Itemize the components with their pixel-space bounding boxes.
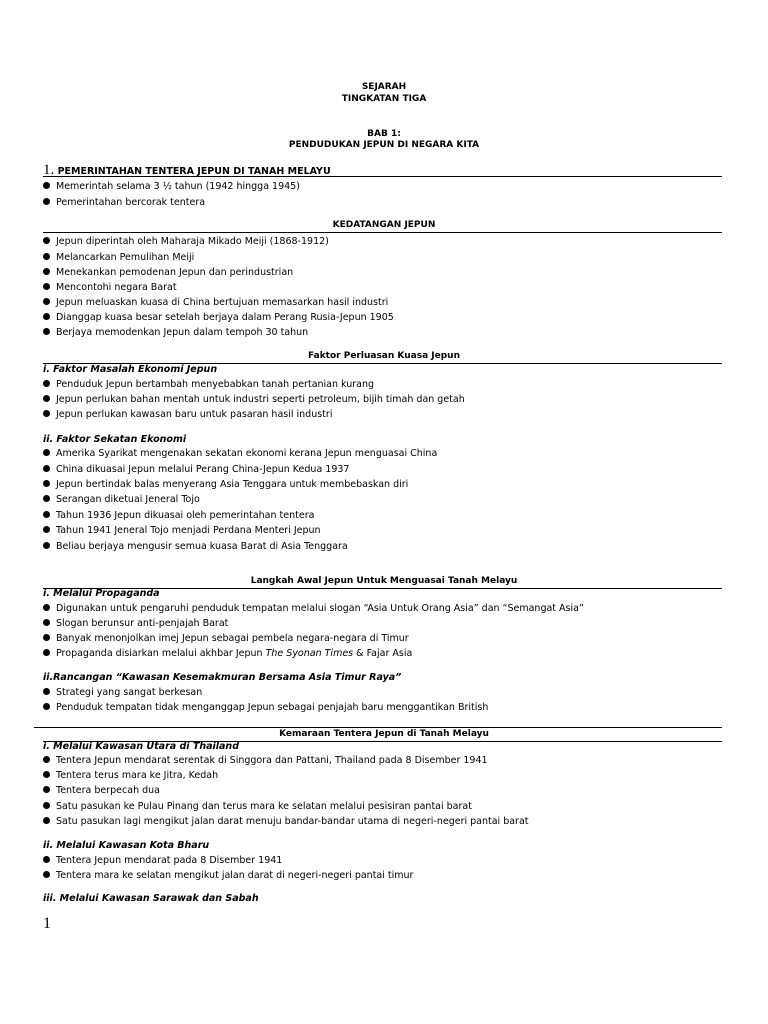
langkah-heading: Langkah Awal Jepun Untuk Menguasai Tanah Melayu (250, 576, 518, 586)
list-item: Mencontohi negara Barat (43, 282, 177, 294)
subheading: ii. Faktor Sekatan Ekonomi (43, 434, 187, 445)
list-item: Berjaya memodenkan Jepun dalam tempoh 30 tahun (43, 327, 308, 339)
bullet-icon (43, 380, 50, 387)
bullet-icon (43, 395, 50, 402)
list-item: Jepun perlukan kawasan baru untuk pasaran hasil industri (43, 409, 332, 421)
bullet-icon (43, 313, 50, 320)
bullet-icon (43, 480, 50, 487)
subheading: iii. Melalui Kawasan Sarawak dan Sabah (43, 893, 259, 904)
bullet-icon (43, 495, 50, 502)
level-title: TINGKATAN TIGA (341, 94, 427, 104)
bullet-icon (43, 756, 50, 763)
bullet-icon (43, 298, 50, 305)
list-item: Satu pasukan lagi mengikut jalan darat menuju bandar-bandar utama di negeri-negeri pantai barat (43, 816, 529, 828)
list-item: Jepun diperintah oleh Maharaja Mikado Meiji (1868-1912) (43, 236, 329, 248)
section-title: PEMERINTAHAN TENTERA JEPUN DI TANAH MELAYU (57, 166, 331, 177)
faktor-heading: Faktor Perluasan Kuasa Jepun (308, 351, 460, 361)
chapter-title: PENDUDUKAN JEPUN DI NEGARA KITA (288, 140, 480, 150)
bullet-icon (43, 802, 50, 809)
subheading: i. Faktor Masalah Ekonomi Jepun (43, 364, 218, 375)
bullet-icon (43, 328, 50, 335)
bullet-icon (43, 511, 50, 518)
page-number: 1 (43, 915, 51, 932)
bullet-icon (43, 871, 50, 878)
list-item: Serangan diketuai Jeneral Tojo (43, 494, 200, 506)
bullet-icon (43, 465, 50, 472)
list-item: Penduduk Jepun bertambah menyebabkan tanah pertanian kurang (43, 379, 374, 391)
list-item: Strategi yang sangat berkesan (43, 687, 202, 699)
divider-line (34, 727, 722, 728)
bullet-icon (43, 268, 50, 275)
bullet-icon (43, 771, 50, 778)
subheading: i. Melalui Propaganda (43, 588, 160, 599)
list-item: Tahun 1941 Jeneral Tojo menjadi Perdana Menteri Jepun (43, 525, 321, 537)
list-item: Jepun meluaskan kuasa di China bertujuan memasarkan hasil industri (43, 297, 388, 309)
bullet-icon (43, 237, 50, 244)
bullet-icon (43, 634, 50, 641)
list-item: Memerintah selama 3 ½ tahun (1942 hingga 1945) (43, 181, 300, 193)
bullet-icon (43, 283, 50, 290)
list-item: Amerika Syarikat mengenakan sekatan ekonomi kerana Jepun menguasai China (43, 448, 437, 460)
subheading: i. Melalui Kawasan Utara di Thailand (43, 741, 239, 752)
list-item: Tentera Jepun mendarat pada 8 Disember 1941 (43, 855, 282, 867)
bullet-icon (43, 542, 50, 549)
list-item: Melancarkan Pemulihan Meiji (43, 252, 194, 264)
list-item: Propaganda disiarkan melalui akhbar Jepun The Syonan Times & Fajar Asia (43, 648, 412, 660)
list-item: Jepun perlukan bahan mentah untuk industri seperti petroleum, bijih timah dan getah (43, 394, 465, 406)
list-item: Tentera mara ke selatan mengikut jalan darat di negeri-negeri pantai timur (43, 870, 413, 882)
subheading: ii. Melalui Kawasan Kota Bharu (43, 840, 210, 851)
bullet-icon (43, 604, 50, 611)
list-item: China dikuasai Jepun melalui Perang China-Jepun Kedua 1937 (43, 464, 349, 476)
kemaraan-heading: Kemaraan Tentera Jepun di Tanah Melayu (279, 729, 489, 739)
bullet-icon (43, 410, 50, 417)
list-item: Slogan berunsur anti-penjajah Barat (43, 618, 228, 630)
bullet-icon (43, 688, 50, 695)
bullet-icon (43, 817, 50, 824)
bullet-icon (43, 856, 50, 863)
chapter-number: BAB 1: (367, 129, 401, 139)
subject-title: SEJARAH (361, 82, 407, 92)
list-item: Tentera terus mara ke Jitra, Kedah (43, 770, 218, 782)
list-item: Digunakan untuk pengaruhi penduduk tempatan melalui slogan “Asia Untuk Orang Asia” dan “Semangat Asia” (43, 603, 584, 615)
list-item: Dianggap kuasa besar setelah berjaya dalam Perang Rusia-Jepun 1905 (43, 312, 394, 324)
list-item: Tentera Jepun mendarat serentak di Singgora dan Pattani, Thailand pada 8 Disember 1941 (43, 755, 488, 767)
list-item: Menekankan pemodenan Jepun dan perindustrian (43, 267, 293, 279)
list-item: Penduduk tempatan tidak menganggap Jepun sebagai penjajah baru menggantikan British (43, 702, 488, 714)
bullet-icon (43, 198, 50, 205)
bullet-icon (43, 253, 50, 260)
bullet-icon (43, 649, 50, 656)
bullet-icon (43, 449, 50, 456)
bullet-icon (43, 182, 50, 189)
divider-line (43, 232, 722, 233)
kedatangan-heading: KEDATANGAN JEPUN (332, 220, 436, 230)
subheading: ii.Rancangan “Kawasan Kesemakmuran Bersama Asia Timur Raya” (43, 672, 402, 683)
list-item: Tentera berpecah dua (43, 785, 160, 797)
divider-line (43, 176, 722, 177)
list-item: Jepun bertindak balas menyerang Asia Tenggara untuk membebaskan diri (43, 479, 408, 491)
bullet-icon (43, 619, 50, 626)
list-item: Beliau berjaya mengusir semua kuasa Barat di Asia Tenggara (43, 541, 348, 553)
list-item: Banyak menonjolkan imej Jepun sebagai pembela negara-negara di Timur (43, 633, 409, 645)
bullet-icon (43, 786, 50, 793)
list-item: Tahun 1936 Jepun dikuasai oleh pemerintahan tentera (43, 510, 314, 522)
bullet-icon (43, 703, 50, 710)
section-number: 1. (43, 162, 55, 178)
bullet-icon (43, 526, 50, 533)
list-item: Pemerintahan bercorak tentera (43, 197, 205, 209)
list-item: Satu pasukan ke Pulau Pinang dan terus mara ke selatan melalui pesisiran pantai barat (43, 801, 472, 813)
